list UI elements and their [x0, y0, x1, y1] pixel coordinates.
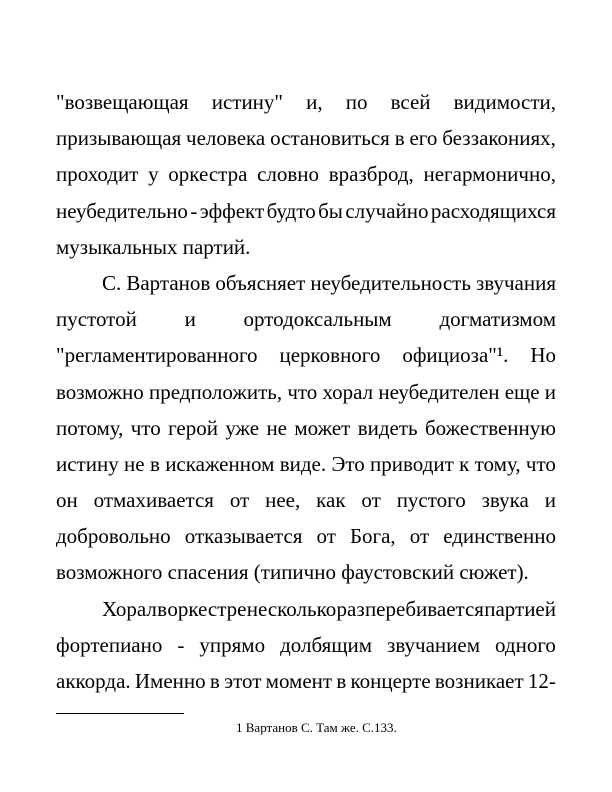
text-word: Бога,: [349, 524, 396, 549]
text-word: звучанием: [387, 632, 480, 657]
text-word: неубедительность: [310, 270, 471, 295]
text-word: и,: [306, 90, 323, 114]
text-line: [56, 337, 556, 373]
text-word: бы: [318, 198, 343, 223]
text-word: партией: [484, 596, 556, 621]
text-line: [56, 482, 556, 518]
text-word: оркестра: [168, 162, 248, 187]
text-word: Это: [331, 451, 365, 476]
text-line: [56, 120, 556, 156]
text-word: по: [345, 90, 368, 114]
text-word: в: [149, 451, 160, 476]
text-word: будто: [266, 198, 316, 223]
text-word: может: [294, 415, 351, 440]
text-word: отмахивается: [93, 488, 214, 513]
text-line: [56, 446, 556, 482]
text-word: в: [209, 669, 220, 693]
text-word: видеть: [357, 415, 418, 440]
text-word: предположить,: [148, 379, 283, 404]
text-word: всей: [390, 90, 431, 114]
text-word: от: [361, 488, 381, 513]
text-word: возможного спасения (типично фаустовский сюжет).: [56, 560, 529, 585]
text-word: что: [287, 379, 318, 404]
text-word: словно: [257, 162, 320, 187]
text-word: Но: [530, 343, 556, 368]
text-word: отказывается: [184, 524, 303, 549]
text-word: ортодоксальным: [243, 307, 392, 332]
text-word: раз: [336, 596, 365, 621]
text-word: остановиться: [270, 126, 390, 151]
text-word: что: [525, 451, 556, 476]
text-word: момент: [265, 669, 333, 693]
text-word: тому,: [474, 451, 521, 476]
text-word: от: [229, 488, 250, 513]
page-body: [56, 84, 556, 699]
text-word: божественную: [424, 415, 556, 440]
text-word: пустотой: [56, 307, 137, 332]
text-word: официоза"¹.: [402, 343, 509, 368]
text-word: неубедительно: [56, 198, 188, 223]
text-word: догматизмом: [439, 307, 556, 332]
text-line: [56, 374, 556, 410]
text-word: нее,: [265, 488, 301, 513]
text-word: возникает: [434, 669, 524, 693]
text-word: от: [316, 524, 336, 549]
text-line: [56, 554, 556, 590]
text-word: у: [148, 162, 159, 187]
text-word: "возвещающая: [56, 90, 189, 114]
text-word: призывающая: [56, 126, 182, 151]
text-word: к: [459, 451, 470, 476]
text-word: потому,: [56, 415, 124, 440]
text-word: Именно: [134, 669, 206, 693]
text-word: и: [544, 379, 556, 404]
text-line: [56, 591, 556, 627]
text-word: человека: [186, 126, 266, 151]
text-word: долбящим: [280, 632, 373, 657]
text-word: упрямо: [199, 632, 266, 657]
text-word: церковного: [279, 343, 381, 368]
text-word: -: [190, 198, 198, 223]
text-line: [56, 663, 556, 699]
text-word: негармонично,: [423, 162, 556, 187]
text-word: добровольно: [56, 524, 171, 549]
text-line: [56, 410, 556, 446]
text-word: и: [184, 307, 196, 332]
text-line: [56, 265, 556, 301]
text-word: истину": [211, 90, 283, 114]
text-word: не: [266, 415, 287, 440]
text-word: хорал: [322, 379, 374, 404]
text-word: вразброд,: [328, 162, 414, 187]
text-word: единственно: [443, 524, 556, 549]
text-word: 12-: [527, 669, 556, 693]
text-word: несколько: [246, 596, 337, 621]
text-word: объясняет: [215, 270, 306, 295]
text-word: видимости,: [453, 90, 556, 114]
text-line: [56, 301, 556, 337]
text-word: и: [544, 488, 556, 513]
text-word: расходящихся: [430, 198, 556, 223]
footnote-divider: [56, 713, 184, 714]
text-word: одного: [495, 632, 556, 657]
text-word: возможно: [56, 379, 144, 404]
text-word: в: [157, 596, 168, 621]
text-line: [56, 627, 556, 663]
text-word: от: [409, 524, 430, 549]
text-line: [56, 156, 556, 192]
text-word: виде.: [279, 451, 327, 476]
text-word: еще: [504, 379, 540, 404]
text-word: его: [409, 126, 438, 151]
text-word: истину: [56, 451, 119, 476]
text-line: [56, 518, 556, 554]
text-word: проходит: [56, 162, 139, 187]
text-word: случайно: [345, 198, 429, 223]
text-word: Вартанов: [126, 270, 211, 295]
text-word: перебивается: [364, 596, 484, 621]
text-word: этот: [224, 669, 262, 693]
text-word: уже: [225, 415, 260, 440]
text-line: [56, 84, 556, 120]
text-word: беззакониях,: [442, 126, 556, 151]
text-word: искаженном: [165, 451, 275, 476]
text-word: фортепиано: [56, 632, 163, 657]
text-word: "регламентированного: [56, 343, 258, 368]
text-word: оркестре: [167, 596, 247, 621]
text-word: звучания: [475, 270, 556, 295]
text-word: Хорал: [102, 596, 157, 621]
text-word: в: [336, 669, 347, 693]
text-word: герой: [168, 415, 218, 440]
text-line: [56, 193, 556, 229]
text-word: звука: [481, 488, 529, 513]
text-word: он: [56, 488, 78, 513]
text-line: [56, 229, 556, 265]
text-word: концерте: [350, 669, 431, 693]
text-word: музыкальных партий.: [56, 234, 251, 259]
text-word: -: [177, 632, 185, 657]
text-word: приводит: [370, 451, 454, 476]
text-word: как: [316, 488, 346, 513]
text-word: аккорда.: [56, 669, 131, 693]
text-word: эффект: [199, 198, 265, 223]
text-word: пустого: [396, 488, 466, 513]
text-word: С.: [102, 270, 122, 295]
text-word: в: [394, 126, 405, 151]
text-word: не: [124, 451, 145, 476]
text-word: что: [130, 415, 161, 440]
text-word: неубедителен: [378, 379, 500, 404]
footnote: 1 Вартанов С. Там же. С.133.: [236, 720, 397, 735]
